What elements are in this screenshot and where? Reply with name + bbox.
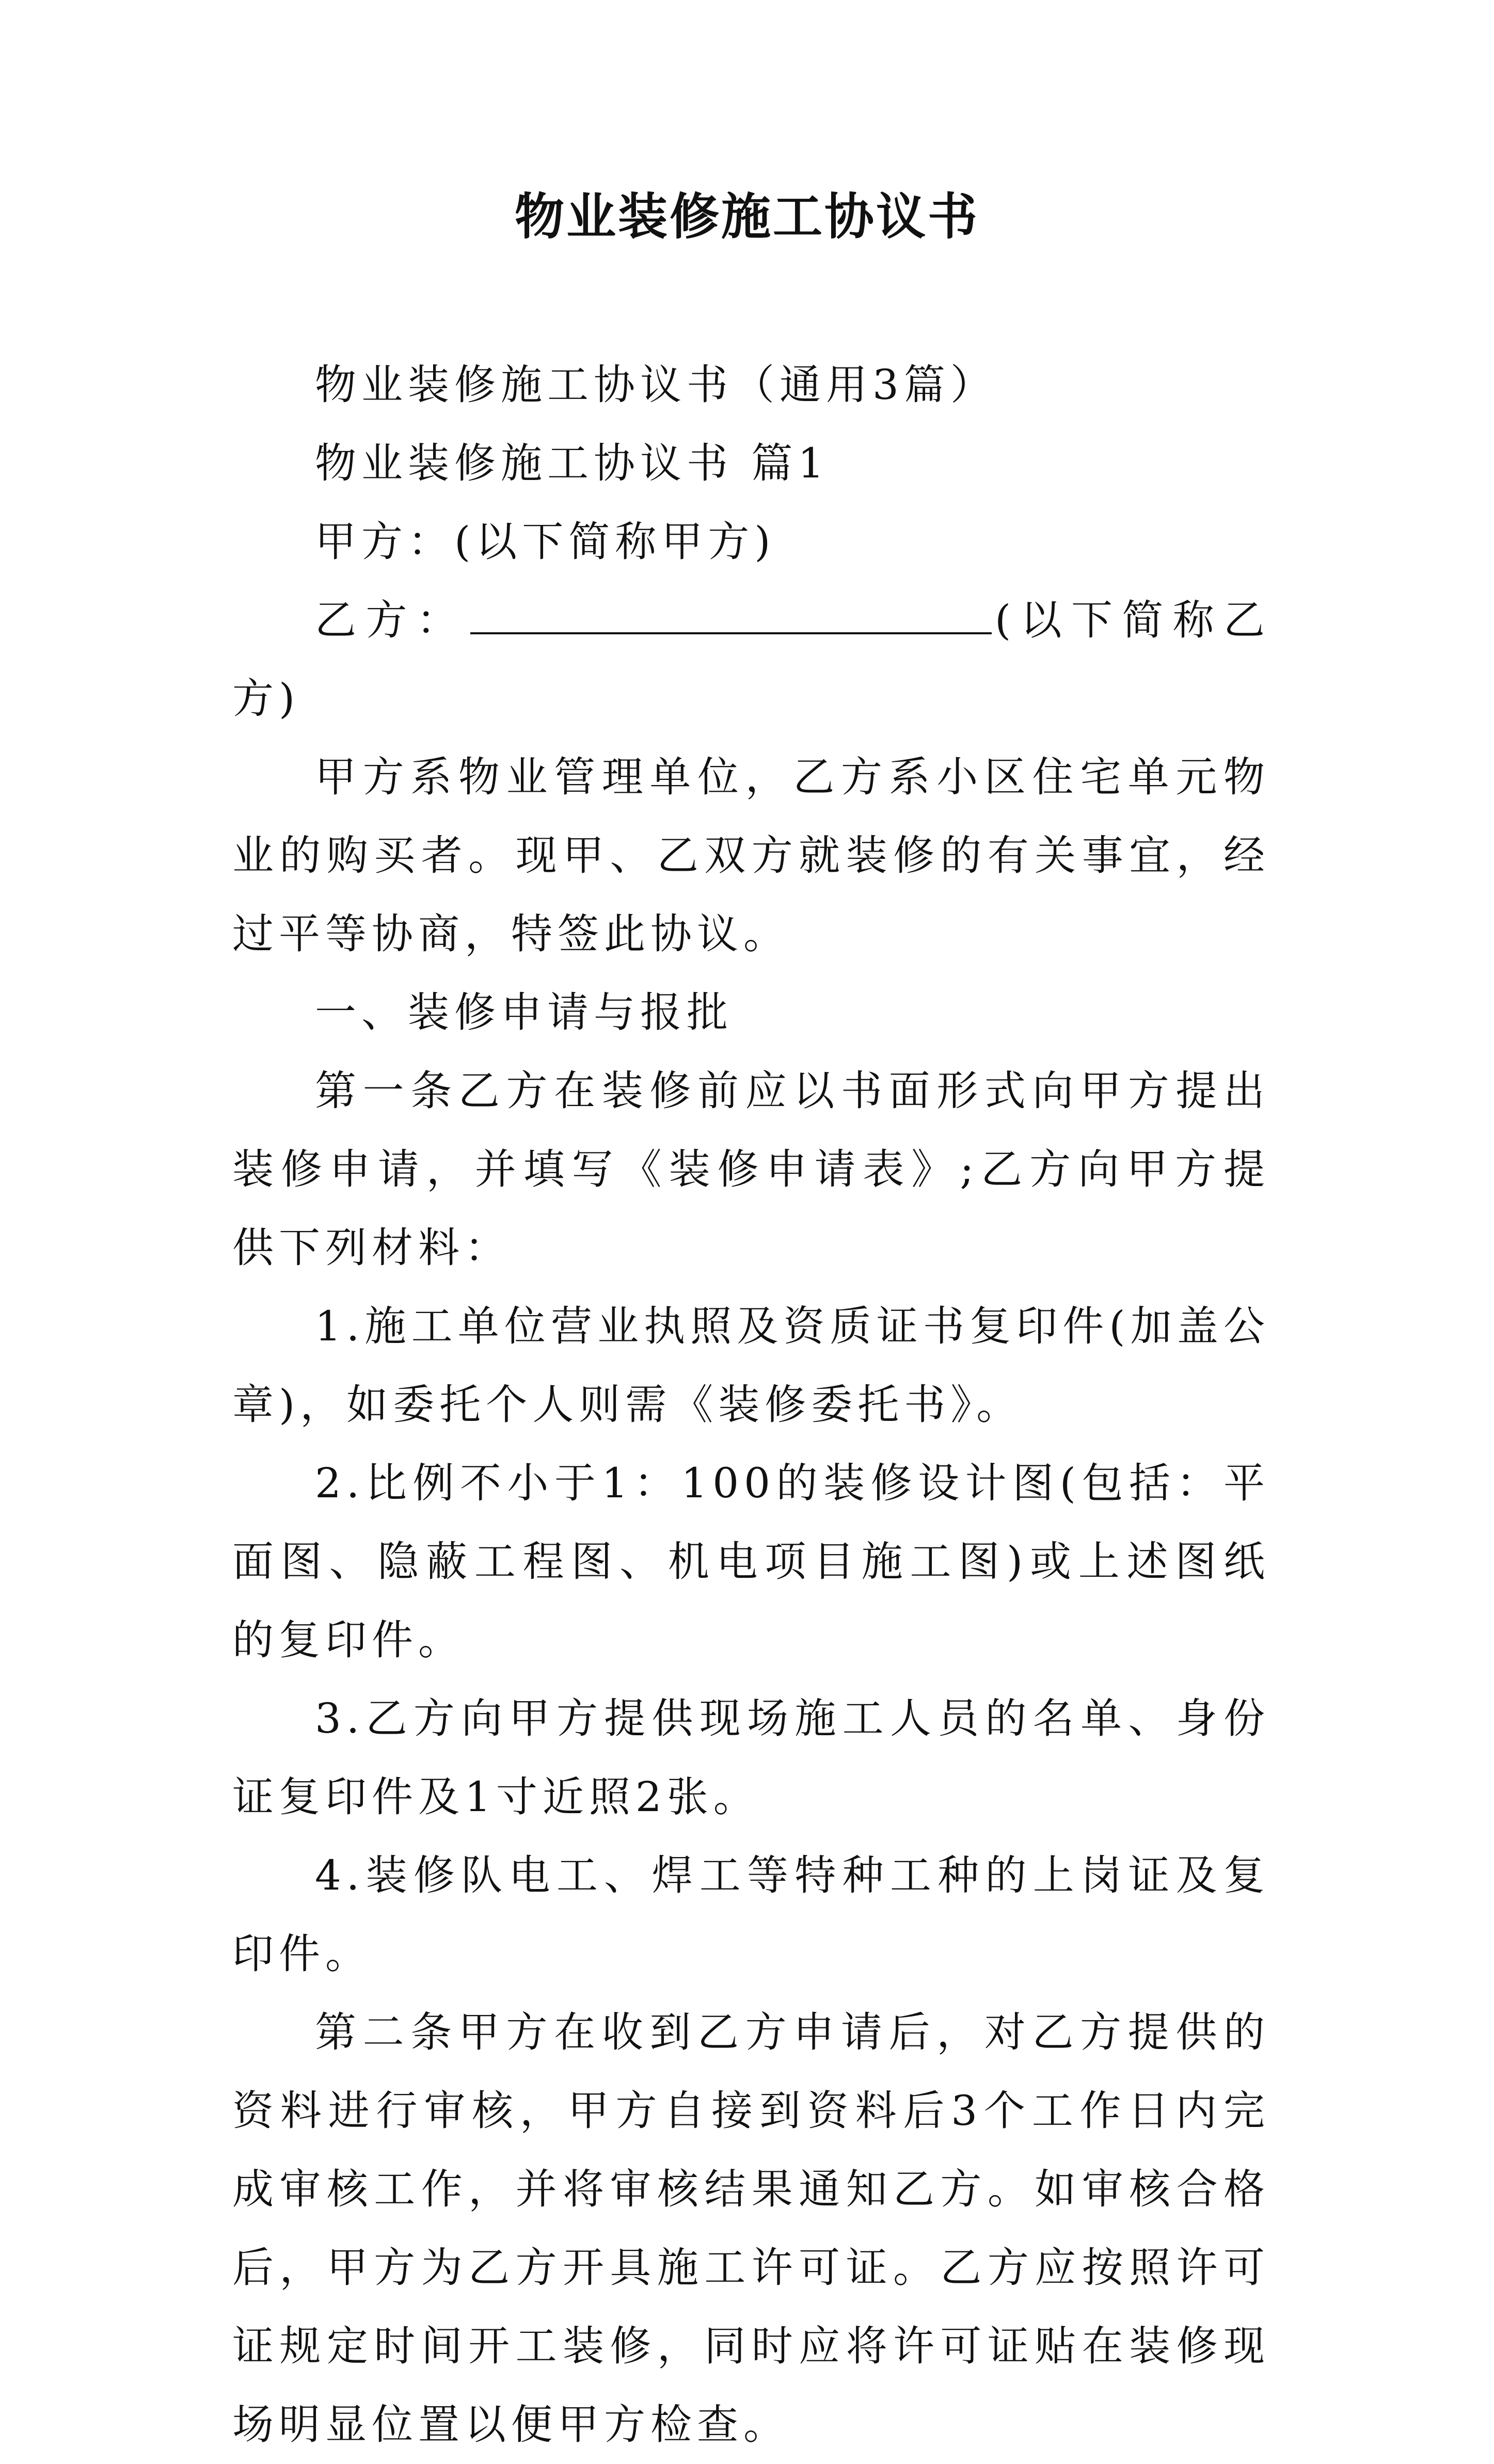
list-item-1: 1.施工单位营业执照及资质证书复印件(加盖公章)，如委托个人则需《装修委托书》。 bbox=[232, 1302, 1270, 1429]
party-b-label: 乙方： bbox=[315, 596, 468, 644]
paragraph-subtitle: 物业装修施工协议书（通用3篇） bbox=[315, 361, 997, 409]
section-heading-1: 一、装修申请与报批 bbox=[315, 988, 733, 1036]
list-item-2: 2.比例不小于1：100的装修设计图(包括：平面图、隐蔽工程图、机电项目施工图)或上述图纸的复印件。 bbox=[232, 1459, 1270, 1664]
list-item-3: 3.乙方向甲方提供现场施工人员的名单、身份证复印件及1寸近照2张。 bbox=[232, 1694, 1270, 1821]
article-1: 第一条乙方在装修前应以书面形式向甲方提出装修申请，并填写《装修申请表》;乙方向甲方提供下列材料： bbox=[232, 1067, 1270, 1272]
party-a-line: 甲方：(以下简称甲方) bbox=[315, 518, 776, 566]
document-title: 物业装修施工协议书 bbox=[515, 187, 979, 246]
party-b-tail: (以下简称乙方) bbox=[232, 596, 1270, 723]
party-b-blank bbox=[470, 591, 992, 634]
list-item-4: 4.装修队电工、焊工等特种工种的上岗证及复印件。 bbox=[232, 1851, 1270, 1978]
paragraph-chapter-heading: 物业装修施工协议书 篇1 bbox=[315, 439, 830, 487]
article-2: 第二条甲方在收到乙方申请后，对乙方提供的资料进行审核，甲方自接到资料后3个工作日内完成审核工作，并将审核结果通知乙方。如审核合格后，甲方为乙方开具施工许可证。乙方应按照许可证规定时间开工装修，同时应将许可证贴在装修现场明显位置以便甲方检查。 bbox=[232, 2008, 1270, 2449]
paragraph-preamble: 甲方系物业管理单位，乙方系小区住宅单元物业的购买者。现甲、乙双方就装修的有关事宜，经过平等协商，特签此协议。 bbox=[232, 753, 1270, 958]
document-body bbox=[232, 346, 1270, 2464]
party-b-line bbox=[232, 581, 1270, 738]
